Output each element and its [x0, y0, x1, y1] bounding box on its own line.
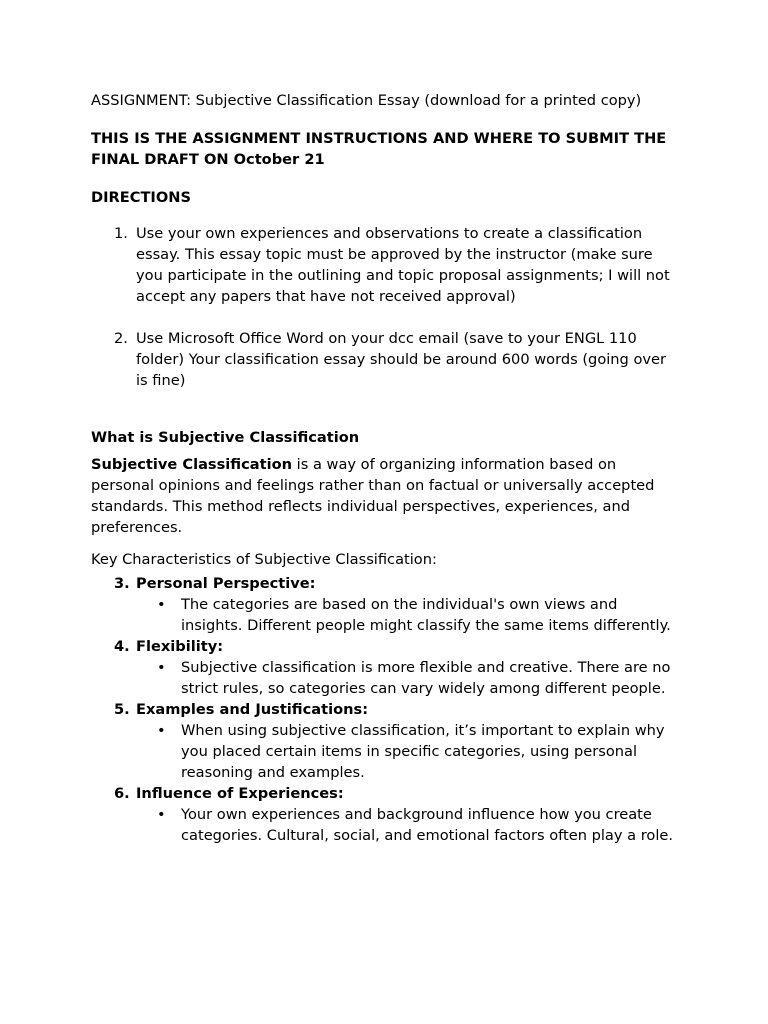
characteristic-bullet-text: Your own experiences and background influence how you create categories. Cultural, social, and emotional factors often play a role. [181, 806, 674, 844]
list-number: 5. [114, 701, 130, 718]
document-page [91, 90, 681, 846]
characteristic-item [91, 699, 681, 783]
submit-notice: THIS IS THE ASSIGNMENT INSTRUCTIONS AND WHERE TO SUBMIT THE FINAL DRAFT ON October 21 [91, 130, 667, 168]
list-number: 3. [114, 575, 130, 592]
directions-list [91, 223, 681, 391]
characteristic-item [91, 573, 681, 636]
characteristic-bullet-text: When using subjective classification, it’s important to explain why you placed certain items in specific categories, using personal reasoning and examples. [181, 722, 665, 781]
characteristic-bullet [91, 720, 681, 783]
characteristic-item [91, 636, 681, 699]
characteristics-intro: Key Characteristics of Subjective Classification: [91, 551, 437, 568]
characteristic-bullet [91, 594, 681, 636]
bullet-icon: • [157, 722, 166, 739]
characteristic-title-text: Personal Perspective: [136, 575, 316, 592]
characteristic-bullet [91, 657, 681, 699]
characteristic-bullet-text: Subjective classification is more flexible and creative. There are no strict rules, so categories can vary widely among different people. [181, 659, 671, 697]
list-number: 6. [114, 785, 130, 802]
directions-heading: DIRECTIONS [91, 189, 191, 206]
characteristic-item [91, 783, 681, 846]
bullet-icon: • [157, 659, 166, 676]
directions-item-text: Use your own experiences and observations to create a classification essay. This essay topic must be approved by the instructor (make sure you participate in the outlining and topic proposal assignments; I will not accept any papers that have not received approval) [136, 225, 670, 305]
characteristic-title-text: Influence of Experiences: [136, 785, 344, 802]
bullet-icon: • [157, 806, 166, 823]
characteristic-title [91, 573, 681, 594]
section-heading: What is Subjective Classification [91, 429, 360, 446]
characteristic-title [91, 636, 681, 657]
definition-text: is a way of organizing information based on personal opinions and feelings rather than on factual or universally accepted standards. This method reflects individual perspectives, experiences, and preferences. [91, 456, 655, 536]
characteristic-bullet-text: The categories are based on the individual's own views and insights. Different people might classify the same items differently. [181, 596, 671, 634]
characteristics-list [91, 573, 681, 846]
characteristic-title-text: Examples and Justifications: [136, 701, 369, 718]
definition-paragraph [91, 454, 681, 538]
directions-item-text: Use Microsoft Office Word on your dcc email (save to your ENGL 110 folder) Your classification essay should be around 600 words (going over is fine) [136, 330, 666, 389]
characteristic-title-text: Flexibility: [136, 638, 224, 655]
definition-term: Subjective Classification [91, 456, 293, 473]
bullet-icon: • [157, 596, 166, 613]
list-number: 4. [114, 638, 130, 655]
characteristic-title [91, 699, 681, 720]
list-number: 1. [114, 225, 128, 242]
directions-item-2 [91, 328, 681, 391]
assignment-title: ASSIGNMENT: Subjective Classification Essay (download for a printed copy) [91, 92, 642, 109]
directions-item-1 [91, 223, 681, 307]
list-number: 2. [114, 330, 128, 347]
characteristic-title [91, 783, 681, 804]
characteristic-bullet [91, 804, 681, 846]
